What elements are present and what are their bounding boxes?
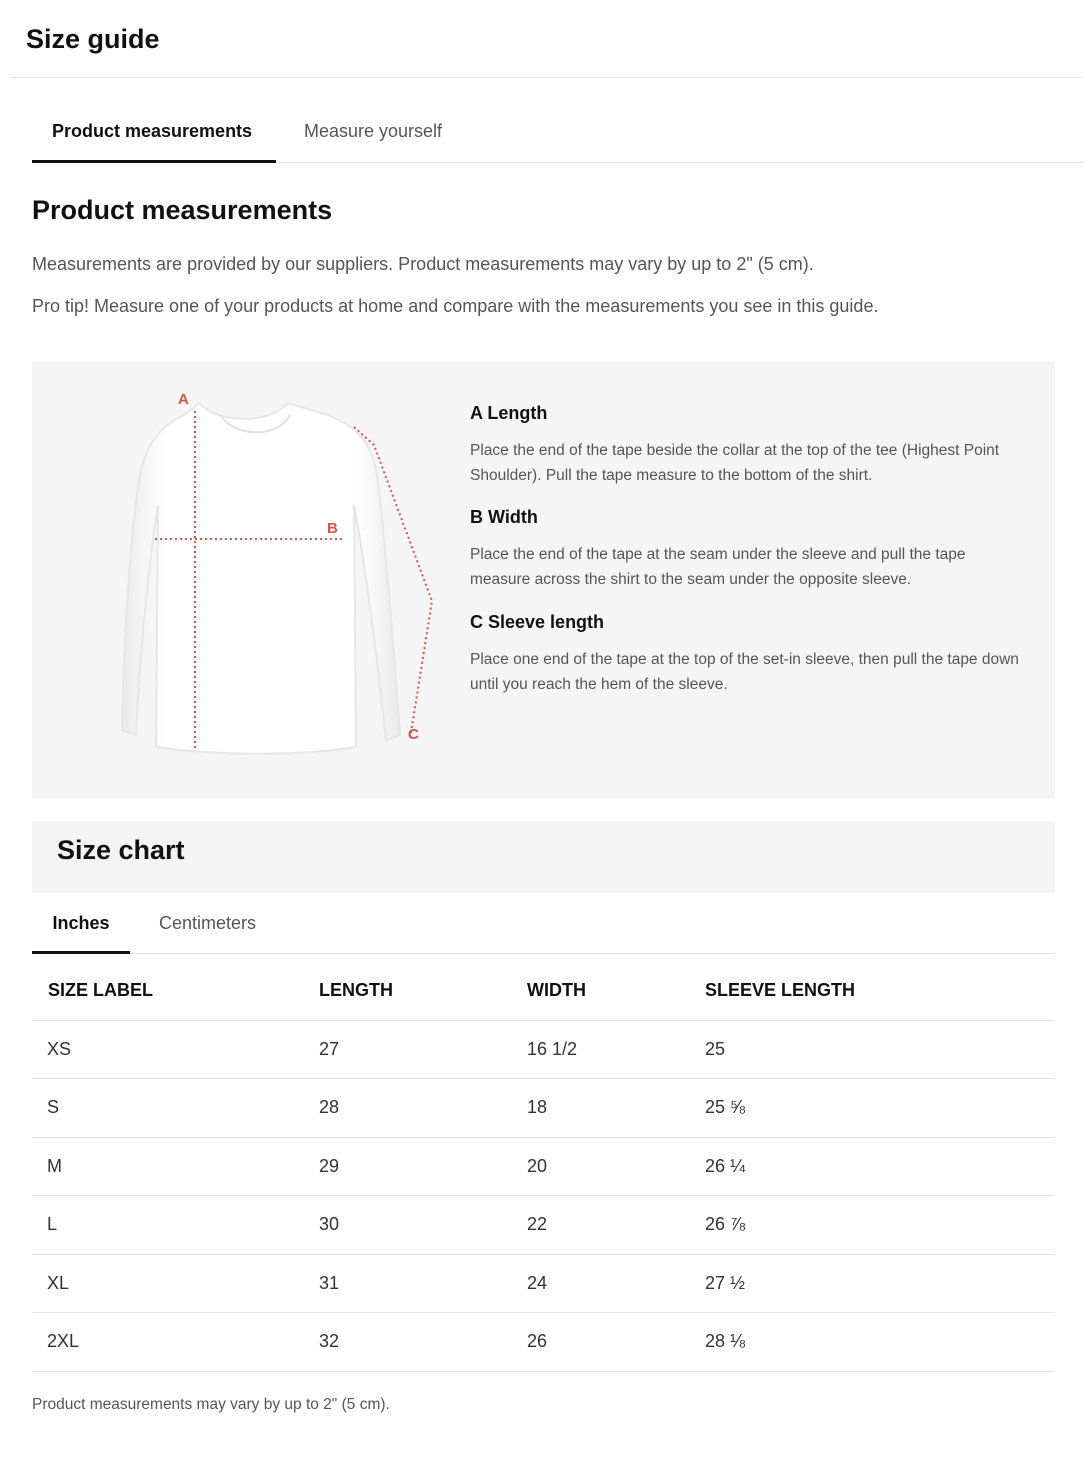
column-header-width: WIDTH [527,961,705,1020]
size-chart-title: Size chart [57,835,185,865]
measurement-width [470,507,1030,592]
width-cell: 24 [527,1254,705,1313]
table-row [32,1196,1055,1255]
column-header-size-label: SIZE LABEL [32,961,319,1020]
letter-b-label: B [327,520,338,537]
measurement-panel [32,361,1055,799]
length-cell: 32 [319,1313,527,1372]
measurement-text: Place one end of the tape at the top of the set-in sleeve, then pull the tape down until you reach the hem of the sleeve. [470,651,1019,693]
length-cell: 27 [319,1020,527,1079]
tab-inches[interactable]: Inches [32,893,130,954]
tab-product-measurements[interactable]: Product measurements [32,100,276,163]
column-header-sleeve-length: SLEEVE LENGTH [705,961,1055,1020]
shirt-body [122,403,400,754]
section-title: Product measurements [32,195,333,225]
measurement-text: Place the end of the tape beside the collar at the top of the tee (Highest Point Shoulder). Pull the tape measure to the bottom of the shirt. [470,442,1000,484]
measurement-title: B Width [470,507,538,527]
length-cell: 29 [319,1137,527,1196]
width-cell: 20 [527,1137,705,1196]
sleeve-length-cell: 26 ⅞ [705,1196,1055,1255]
letter-a-label: A [178,391,189,408]
table-row [32,1254,1055,1313]
size-label-cell: 2XL [32,1313,319,1372]
width-cell: 26 [527,1313,705,1372]
measurement-title: A Length [470,403,548,423]
tab-centimeters[interactable]: Centimeters [158,913,257,933]
width-cell: 18 [527,1079,705,1138]
letter-c-label: C [408,726,419,743]
sleeve-length-cell: 25 [705,1020,1055,1079]
sleeve-length-cell: 27 ½ [705,1254,1055,1313]
sleeve-length-cell: 25 ⅝ [705,1079,1055,1138]
header-divider [10,77,1084,78]
measurement-length [470,403,1030,488]
measurement-sleeve-length [470,612,1030,697]
size-chart-header [32,821,1055,893]
size-label-cell: S [32,1079,319,1138]
size-table [32,961,1055,1372]
size-label-cell: M [32,1137,319,1196]
column-header-length: LENGTH [319,961,527,1020]
table-row [32,1137,1055,1196]
intro-text: Measurements are provided by our suppliers. Product measurements may vary by up to 2" (5 cm). [32,254,814,274]
width-cell: 16 1/2 [527,1020,705,1079]
sleeve-length-cell: 28 ⅛ [705,1313,1055,1372]
size-chart-footnote: Product measurements may vary by up to 2" (5 cm). [32,1396,390,1413]
page-title: Size guide [26,24,160,54]
table-row [32,1313,1055,1372]
length-cell: 30 [319,1196,527,1255]
guide-tabs [32,100,1084,163]
table-row [32,1079,1055,1138]
width-cell: 22 [527,1196,705,1255]
measurement-text: Place the end of the tape at the seam under the sleeve and pull the tape measure across the shirt to the seam under the opposite sleeve. [470,546,966,588]
sleeve-length-cell: 26 ¼ [705,1137,1055,1196]
measurement-title: C Sleeve length [470,612,605,632]
size-label-cell: XL [32,1254,319,1313]
length-cell: 31 [319,1254,527,1313]
unit-tabs [32,893,1055,954]
table-row [32,1020,1055,1079]
pro-tip-text: Pro tip! Measure one of your products at home and compare with the measurements you see in this guide. [32,296,879,316]
shirt-diagram [92,385,452,785]
length-cell: 28 [319,1079,527,1138]
size-label-cell: XS [32,1020,319,1079]
tab-measure-yourself[interactable]: Measure yourself [304,121,443,141]
size-label-cell: L [32,1196,319,1255]
table-header-row [32,961,1055,1020]
